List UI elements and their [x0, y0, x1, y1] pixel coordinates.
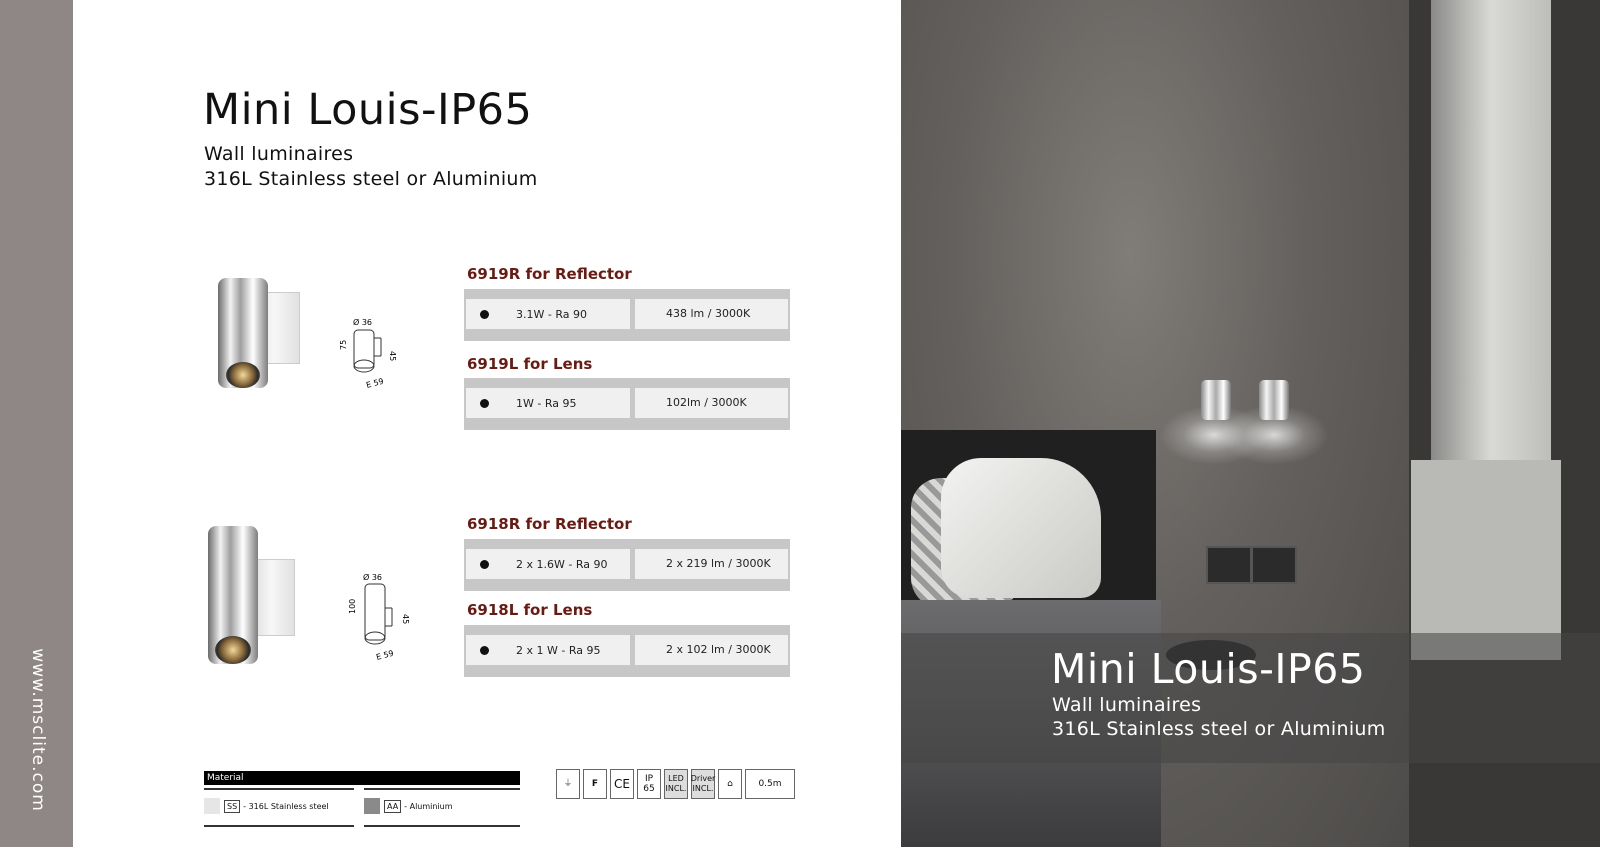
ip-label: IP	[644, 774, 654, 784]
driver-incl-icon	[691, 769, 715, 799]
spec-power: 2 x 1.6W - Ra 90	[516, 558, 608, 571]
page-title: Mini Louis-IP65	[203, 85, 533, 135]
spec-title-6919r: 6919R for Reflector	[467, 265, 632, 283]
photo-subtitle	[1052, 693, 1386, 741]
spec-table-6919r	[464, 289, 790, 341]
distance-icon	[745, 769, 795, 799]
ip-rating: 65	[643, 784, 655, 794]
spec-output-cell	[635, 635, 788, 665]
wall-outlet	[1206, 546, 1252, 584]
driver-incl-label: INCL.	[692, 784, 714, 793]
earth-ground-icon: ⏚	[556, 769, 580, 799]
spec-power-cell	[466, 635, 630, 665]
indoor-use-icon: ⌂	[718, 769, 742, 799]
distance-value: 0.5m	[758, 779, 782, 789]
material-swatch-ss	[204, 798, 220, 814]
spec-output: 2 x 219 lm / 3000K	[666, 557, 771, 570]
material-label-aa: - Aluminium	[404, 801, 453, 811]
led-incl-label: INCL.	[665, 784, 687, 793]
product-1-dim-depth: 45	[388, 351, 397, 362]
product-2-dim-depth: 45	[401, 614, 410, 625]
product-1-dimension-drawing	[333, 316, 413, 396]
spec-output: 2 x 102 lm / 3000K	[666, 643, 771, 656]
spec-title-6919l: 6919L for Lens	[467, 355, 593, 373]
product-2-dimension-drawing	[341, 574, 421, 669]
spec-table-6918r	[464, 539, 790, 591]
spec-power-cell	[466, 299, 630, 329]
material-swatch-aa	[364, 798, 380, 814]
website-label-vertical	[23, 642, 53, 817]
material-label-ss: - 316L Stainless steel	[243, 801, 329, 811]
spec-power-cell	[466, 549, 630, 579]
wall-sconce	[1259, 380, 1289, 420]
lifestyle-photo	[901, 0, 1600, 847]
subtitle-line-2: 316L Stainless steel or Aluminium	[204, 168, 538, 190]
spec-power: 1W - Ra 95	[516, 397, 577, 410]
photo-title: Mini Louis-IP65	[1051, 645, 1366, 693]
material-item-aa	[364, 795, 453, 817]
subtitle-line-1: Wall luminaires	[204, 143, 354, 165]
spec-power: 3.1W - Ra 90	[516, 308, 587, 321]
spec-output: 438 lm / 3000K	[666, 307, 751, 320]
spec-title-6918l: 6918L for Lens	[467, 601, 593, 619]
certification-icons	[556, 769, 795, 799]
product-2-dim-diameter: Ø 36	[363, 574, 383, 582]
pillow	[941, 458, 1101, 598]
material-legend	[204, 771, 520, 811]
material-code-ss: SS	[224, 800, 240, 813]
material-code-aa: AA	[384, 800, 401, 813]
product-1-photo	[218, 278, 308, 393]
ce-mark-icon: CE	[610, 769, 634, 799]
catalog-page	[73, 0, 901, 847]
ip65-icon	[637, 769, 661, 799]
spec-output-cell	[635, 549, 788, 579]
material-header: Material	[204, 771, 520, 785]
spec-output-cell	[635, 299, 788, 329]
led-label: LED	[668, 774, 684, 783]
spec-output: 102lm / 3000K	[666, 396, 747, 409]
f-mark-icon: F	[583, 769, 607, 799]
wall-sconce	[1201, 380, 1231, 420]
website-url: www.msclite.com	[28, 647, 48, 812]
spec-power: 2 x 1 W - Ra 95	[516, 644, 601, 657]
driver-label: Driver	[690, 774, 716, 783]
product-2-dim-height: 100	[348, 598, 357, 614]
spec-output-cell	[635, 388, 788, 418]
product-2-photo	[208, 526, 308, 666]
spec-power-cell	[466, 388, 630, 418]
product-1-dim-height: 75	[339, 339, 348, 350]
wall-outlet	[1251, 546, 1297, 584]
material-item-ss	[204, 795, 329, 817]
spec-title-6918r: 6918R for Reflector	[467, 515, 632, 533]
led-incl-icon	[664, 769, 688, 799]
left-sidebar-band	[0, 0, 73, 847]
photo-subtitle-line-1: Wall luminaires	[1052, 694, 1202, 716]
product-1-dim-diameter: Ø 36	[353, 318, 373, 327]
photo-subtitle-line-2: 316L Stainless steel or Aluminium	[1052, 718, 1386, 740]
product-2-dim-base: E 59	[375, 648, 395, 662]
product-1-dim-base: E 59	[365, 376, 385, 390]
spec-table-6918l	[464, 625, 790, 677]
spec-table-6919l	[464, 378, 790, 430]
page-subtitle	[204, 142, 538, 192]
